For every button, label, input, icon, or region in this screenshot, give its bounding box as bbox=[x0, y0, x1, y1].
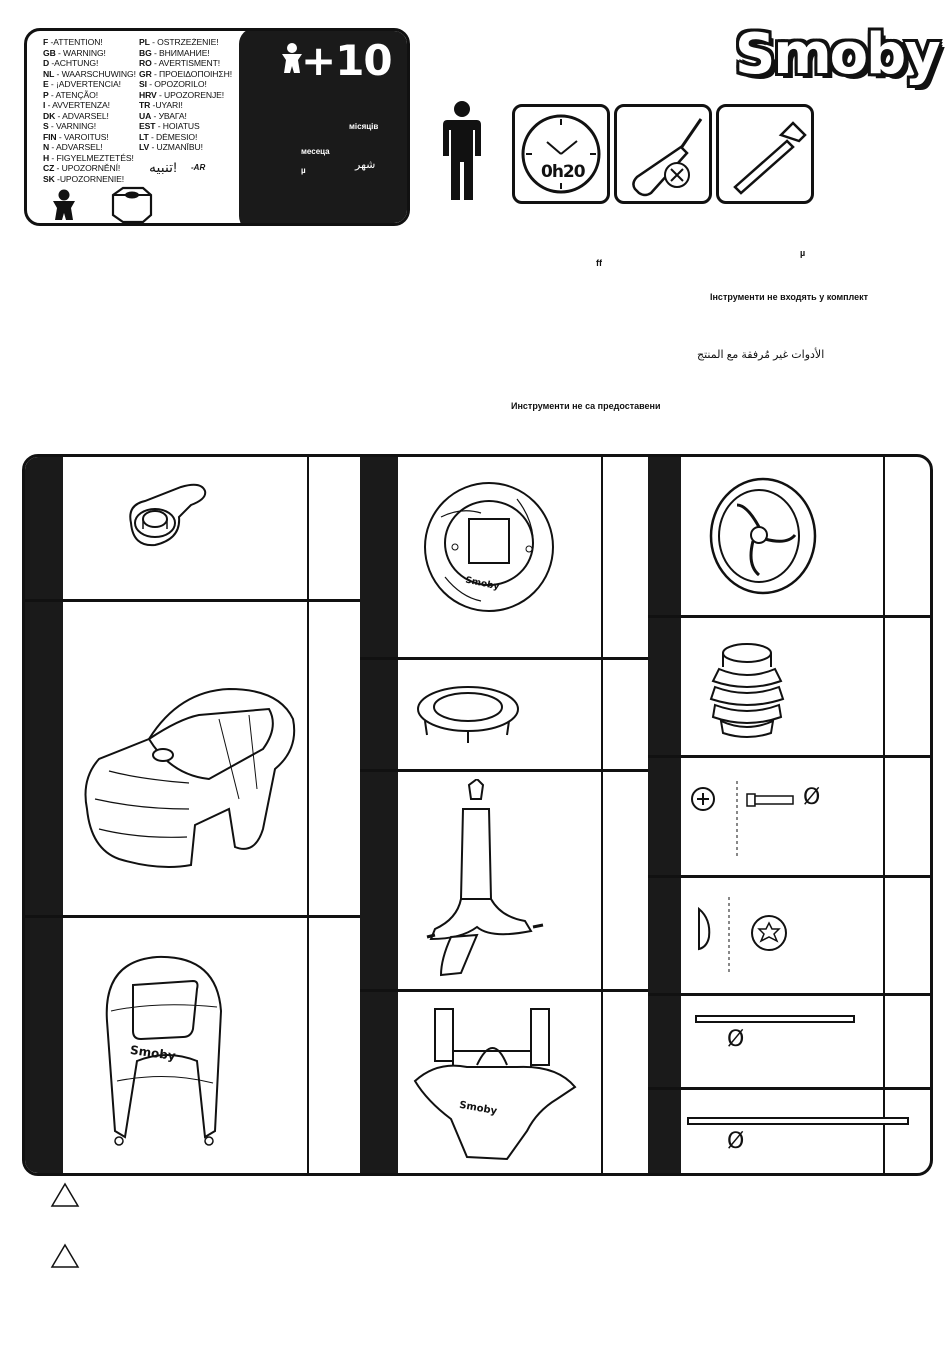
warning-item: NL - WAARSCHUWING! bbox=[43, 68, 136, 79]
arabic-warning: تنبيه! bbox=[149, 159, 177, 175]
hammer-icon bbox=[723, 111, 809, 199]
mu-symbol: µ bbox=[301, 166, 306, 175]
warning-item: LT - DĖMESIO! bbox=[139, 131, 198, 142]
diameter-symbol: Ø bbox=[727, 1129, 745, 1154]
warning-item: EST - HOIATUS bbox=[139, 121, 200, 131]
warning-item: H - FIGYELMEZTETÉS! bbox=[43, 152, 134, 163]
adult-icon bbox=[441, 100, 483, 202]
warning-item: N - ADVARSEL! bbox=[43, 142, 103, 152]
part-number-bar bbox=[360, 457, 398, 1173]
warning-item: CZ - UPOZORNĚNÍ! bbox=[43, 163, 121, 173]
bellows-part bbox=[705, 641, 789, 741]
warning-item: P - ATENÇÃO! bbox=[43, 89, 99, 100]
warning-item: I - AVVERTENZA! bbox=[43, 100, 110, 110]
stand-base-part bbox=[407, 1001, 579, 1161]
child-icon bbox=[49, 189, 79, 221]
parts-grid bbox=[22, 454, 933, 1176]
handle-logo: Smoby bbox=[129, 1042, 177, 1064]
ff-mark: ff bbox=[596, 258, 602, 268]
mu-right: µ bbox=[800, 248, 806, 258]
tools-note-ar: الأدوات غير مُرفقة مع المنتج bbox=[697, 349, 825, 361]
time-tool-box bbox=[512, 104, 610, 204]
months-ar: شهر bbox=[355, 159, 376, 171]
base-disc-part bbox=[421, 477, 557, 617]
small-cap-part bbox=[121, 475, 211, 555]
clock-icon bbox=[519, 111, 603, 197]
warning-triangle-icon bbox=[50, 1243, 80, 1269]
screwdriver-icon bbox=[621, 111, 707, 199]
part-number-bar bbox=[648, 457, 681, 1173]
warning-item: RO - AVERTISMENT! bbox=[139, 58, 221, 68]
warning-list-left bbox=[43, 37, 136, 184]
part-number-bar bbox=[25, 457, 63, 1173]
age-label: +10 bbox=[301, 36, 392, 85]
warning-item: D -ACHTUNG! bbox=[43, 58, 99, 68]
warning-item: BG - ВНИМАНИЕ! bbox=[139, 47, 210, 58]
short-rod-part bbox=[695, 1015, 855, 1023]
time-label: 0h20 bbox=[541, 162, 585, 182]
base-logo: Smoby bbox=[464, 575, 501, 593]
arabic-code: -AR bbox=[191, 163, 206, 172]
warning-item: UA - УВАГА! bbox=[139, 110, 187, 121]
warning-item: FIN - VAROITUS! bbox=[43, 131, 109, 142]
warning-item: DK - ADVARSEL! bbox=[43, 110, 109, 121]
long-rod-part bbox=[687, 1117, 909, 1125]
warning-item: F -ATTENTION! bbox=[43, 37, 103, 47]
car-body-part bbox=[79, 679, 299, 869]
tools-note-bg: Инструменти не са предоставени bbox=[511, 401, 661, 411]
warning-item: TR -UYARI! bbox=[139, 100, 183, 110]
warning-item: PL - OSTRZEŻENIE! bbox=[139, 37, 219, 47]
warning-list-right bbox=[139, 37, 232, 153]
ring-part bbox=[413, 679, 523, 749]
months-ua: місяців bbox=[349, 122, 379, 131]
warning-item: GR - ΠΡΟΕΙΔΟΠΟΙΗΣΗ! bbox=[139, 68, 233, 79]
tools-note-ua: Інструменти не входять у комплект bbox=[710, 292, 869, 302]
diameter-symbol: Ø bbox=[727, 1027, 745, 1052]
diameter-symbol: Ø bbox=[803, 785, 821, 810]
warning-item: GB - WARNING! bbox=[43, 47, 106, 58]
warning-item: E - ¡ADVERTENCIA! bbox=[43, 79, 121, 89]
small-parts-icon bbox=[109, 185, 155, 225]
wheel-part bbox=[707, 475, 819, 597]
hammer-tool-box bbox=[716, 104, 814, 204]
warning-triangle-icon bbox=[50, 1182, 80, 1208]
warning-box bbox=[24, 28, 410, 226]
warning-item: LV - UZMANĪBU! bbox=[139, 142, 203, 152]
brand-logo: Smoby bbox=[735, 22, 939, 87]
washer-part bbox=[689, 893, 829, 973]
warning-item: SK -UPOZORNENIE! bbox=[43, 173, 125, 184]
stand-logo: Smoby bbox=[458, 1099, 498, 1118]
months-bg: месеца bbox=[301, 147, 330, 156]
warning-item: SI - OPOZORILO! bbox=[139, 79, 207, 89]
warning-item: S - VARNING! bbox=[43, 121, 97, 131]
warning-item: HRV - UPOZORENJE! bbox=[139, 89, 225, 100]
screwdriver-tool-box bbox=[614, 104, 712, 204]
age-panel bbox=[239, 28, 410, 226]
column-part bbox=[421, 779, 551, 985]
